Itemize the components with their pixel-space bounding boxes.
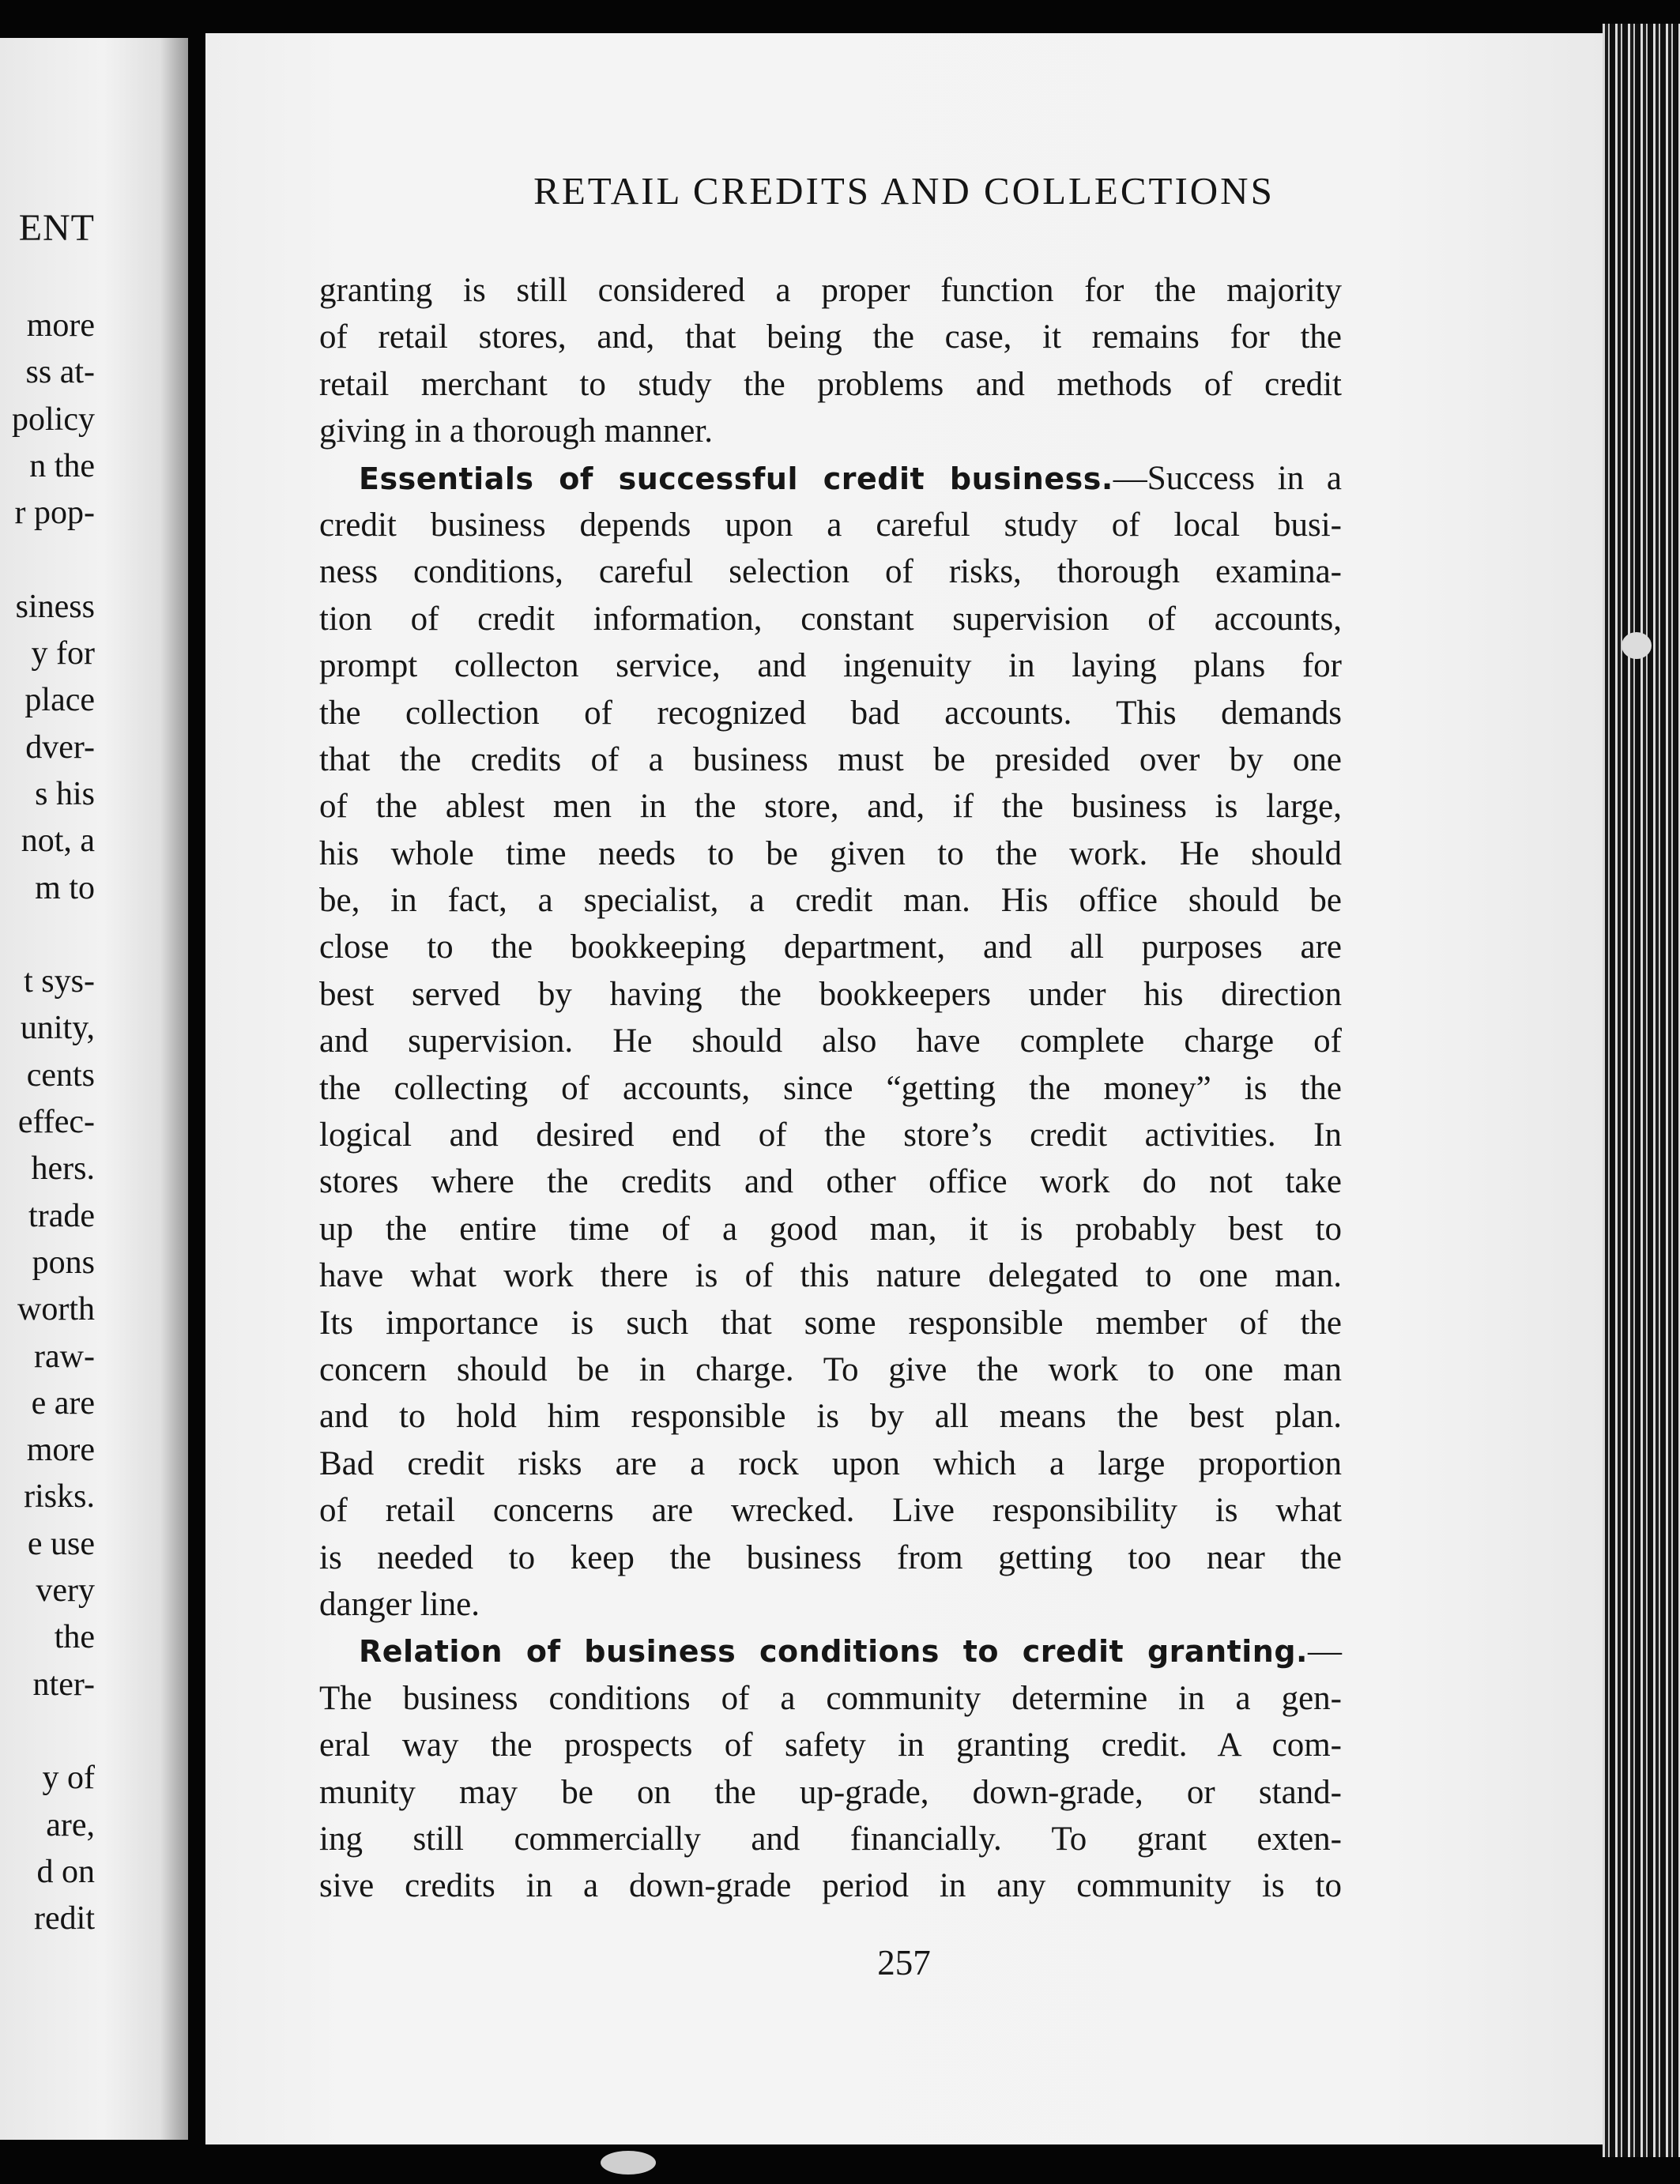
line-text: stores where the credits and other office work do not take: [319, 1163, 1342, 1201]
line-text: credit business depends upon a careful study of local busi-: [319, 506, 1342, 544]
text-line: [319, 1158, 1342, 1205]
facing-page-line: very: [36, 1572, 95, 1610]
text-line: [319, 830, 1342, 877]
facing-page-line: policy: [12, 401, 95, 438]
text-line: [319, 642, 1342, 689]
facing-page-line: nter-: [32, 1666, 95, 1703]
line-text: be, in fact, a specialist, a credit man. His office should be: [319, 882, 1342, 920]
facing-page: [0, 38, 188, 2140]
line-text: concern should be in charge. To give the work to one man: [319, 1350, 1342, 1388]
facing-page-line: effec-: [17, 1104, 95, 1141]
facing-page-line: ss at-: [25, 354, 95, 391]
line-text: ness conditions, careful selection of risks, thorough examina-: [319, 553, 1342, 591]
facing-page-line: more: [26, 307, 95, 344]
text-line: [319, 361, 1342, 408]
line-text: of retail concerns are wrecked. Live responsibility is what: [319, 1492, 1342, 1530]
text-line: [319, 924, 1342, 970]
text-line: [319, 1487, 1342, 1534]
line-text: logical and desired end of the store’s credit activities. In: [319, 1116, 1342, 1154]
text-line: [319, 1675, 1342, 1722]
body-text: [319, 267, 1342, 1910]
facing-page-header: ENT: [18, 207, 95, 249]
book-gutter: [188, 24, 205, 2157]
line-text: that the credits of a business must be presided over by one: [319, 740, 1342, 778]
text-line: [319, 1534, 1342, 1581]
text-line: [319, 1581, 1342, 1628]
facing-page-line: e use: [27, 1525, 95, 1562]
facing-page-line: y for: [31, 635, 95, 672]
facing-page-line: cents: [26, 1056, 95, 1094]
text-line: [319, 971, 1342, 1018]
section-heading-line: [319, 455, 1342, 502]
facing-page-line: pons: [32, 1244, 95, 1281]
facing-page-line: [12, 1708, 95, 1755]
text-line: [319, 1065, 1342, 1112]
facing-page-text: [12, 303, 95, 1942]
line-text: —: [1308, 1632, 1342, 1670]
page-number: 257: [877, 1943, 931, 1983]
line-text: the collecting of accounts, since “getting the money” is the: [319, 1069, 1342, 1107]
facing-page-line: e are: [31, 1384, 95, 1421]
facing-page-line: are,: [46, 1806, 95, 1843]
facing-page-line: risks.: [24, 1478, 95, 1516]
facing-page-line: [12, 912, 95, 958]
line-text: have what work there is of this nature delegated to one man.: [319, 1257, 1342, 1295]
facing-page-line: raw-: [34, 1338, 95, 1375]
facing-page-line: more: [26, 1432, 95, 1469]
text-line: [319, 1722, 1342, 1768]
line-text: danger line.: [319, 1585, 480, 1623]
section-heading: Essentials of successful credit business.: [359, 461, 1113, 496]
line-text: Its importance is such that some responsible member of the: [319, 1304, 1342, 1342]
section-heading: Relation of business conditions to credit granting.: [359, 1634, 1308, 1670]
line-text: granting is still considered a proper function for the majority: [319, 272, 1342, 309]
section-heading-line: [319, 1628, 1342, 1674]
scan-fleck: [601, 2151, 656, 2175]
text-line: [319, 1862, 1342, 1909]
line-text: of retail stores, and, that being the case, it remains for the: [319, 318, 1342, 356]
text-line: [319, 548, 1342, 595]
line-text: and supervision. He should also have complete charge of: [319, 1022, 1342, 1060]
text-line: [319, 690, 1342, 736]
facing-page-line: t sys-: [24, 963, 95, 1000]
line-text: ing still commercially and financially. To grant exten-: [319, 1820, 1342, 1858]
text-line: [319, 1346, 1342, 1393]
text-line: [319, 408, 1342, 454]
line-text: sive credits in a down-grade period in any community is to: [319, 1867, 1342, 1905]
line-text: retail merchant to study the problems and methods of credit: [319, 365, 1342, 403]
line-text: his whole time needs to be given to the work. He should: [319, 834, 1342, 872]
text-line: [319, 736, 1342, 783]
text-line: [319, 783, 1342, 830]
facing-page-line: trade: [28, 1197, 95, 1234]
text-line: [319, 1252, 1342, 1299]
facing-page-line: d on: [36, 1853, 95, 1890]
facing-page-line: r pop-: [14, 495, 95, 532]
facing-page-line: dver-: [25, 729, 95, 766]
facing-page-line: siness: [15, 588, 95, 625]
facing-page-line: hers.: [31, 1150, 95, 1188]
line-text: The business conditions of a community determine in a gen-: [319, 1679, 1342, 1717]
text-line: [319, 314, 1342, 360]
facing-page-line: s his: [35, 775, 95, 812]
line-text: prompt collecton service, and ingenuity in laying plans for: [319, 647, 1342, 685]
line-text: best served by having the bookkeepers under his direction: [319, 975, 1342, 1013]
scan-fleck: [1622, 632, 1652, 659]
text-line: [319, 596, 1342, 642]
line-text: —Success in a: [1113, 459, 1343, 497]
line-text: eral way the prospects of safety in granting credit. A com-: [319, 1726, 1342, 1764]
text-line: [319, 1112, 1342, 1158]
facing-page-line: the: [54, 1619, 95, 1656]
line-text: up the entire time of a good man, it is probably best to: [319, 1210, 1342, 1248]
facing-page-line: m to: [35, 869, 95, 906]
line-text: munity may be on the up-grade, down-grade, or stand-: [319, 1773, 1342, 1811]
line-text: tion of credit information, constant supervision of accounts,: [319, 600, 1342, 638]
text-line: [319, 1206, 1342, 1252]
text-line: [319, 1816, 1342, 1862]
line-text: giving in a thorough manner.: [319, 412, 714, 450]
line-text: Bad credit risks are a rock upon which a large proportion: [319, 1444, 1342, 1482]
line-text: the collection of recognized bad accounts. This demands: [319, 694, 1342, 732]
facing-page-line: y of: [42, 1760, 95, 1797]
page-edges: [1603, 24, 1680, 2157]
text-line: [319, 1018, 1342, 1064]
text-line: [319, 1300, 1342, 1346]
text-line: [319, 502, 1342, 548]
facing-page-line: [12, 537, 95, 583]
text-line: [319, 267, 1342, 314]
running-head: RETAIL CREDITS AND COLLECTIONS: [533, 169, 1275, 213]
text-line: [319, 1769, 1342, 1816]
line-text: of the ablest men in the store, and, if the business is large,: [319, 788, 1342, 826]
line-text: is needed to keep the business from getting too near the: [319, 1538, 1342, 1576]
facing-page-line: worth: [17, 1291, 95, 1328]
facing-page-line: not, a: [21, 823, 95, 860]
facing-page-line: place: [24, 682, 95, 719]
facing-page-line: n the: [29, 447, 95, 484]
line-text: close to the bookkeeping department, and all purposes are: [319, 928, 1342, 966]
text-line: [319, 1440, 1342, 1487]
text-line: [319, 877, 1342, 924]
facing-page-line: redit: [34, 1900, 95, 1937]
facing-page-line: unity,: [20, 1010, 95, 1047]
line-text: and to hold him responsible is by all means the best plan.: [319, 1398, 1342, 1436]
text-line: [319, 1393, 1342, 1440]
